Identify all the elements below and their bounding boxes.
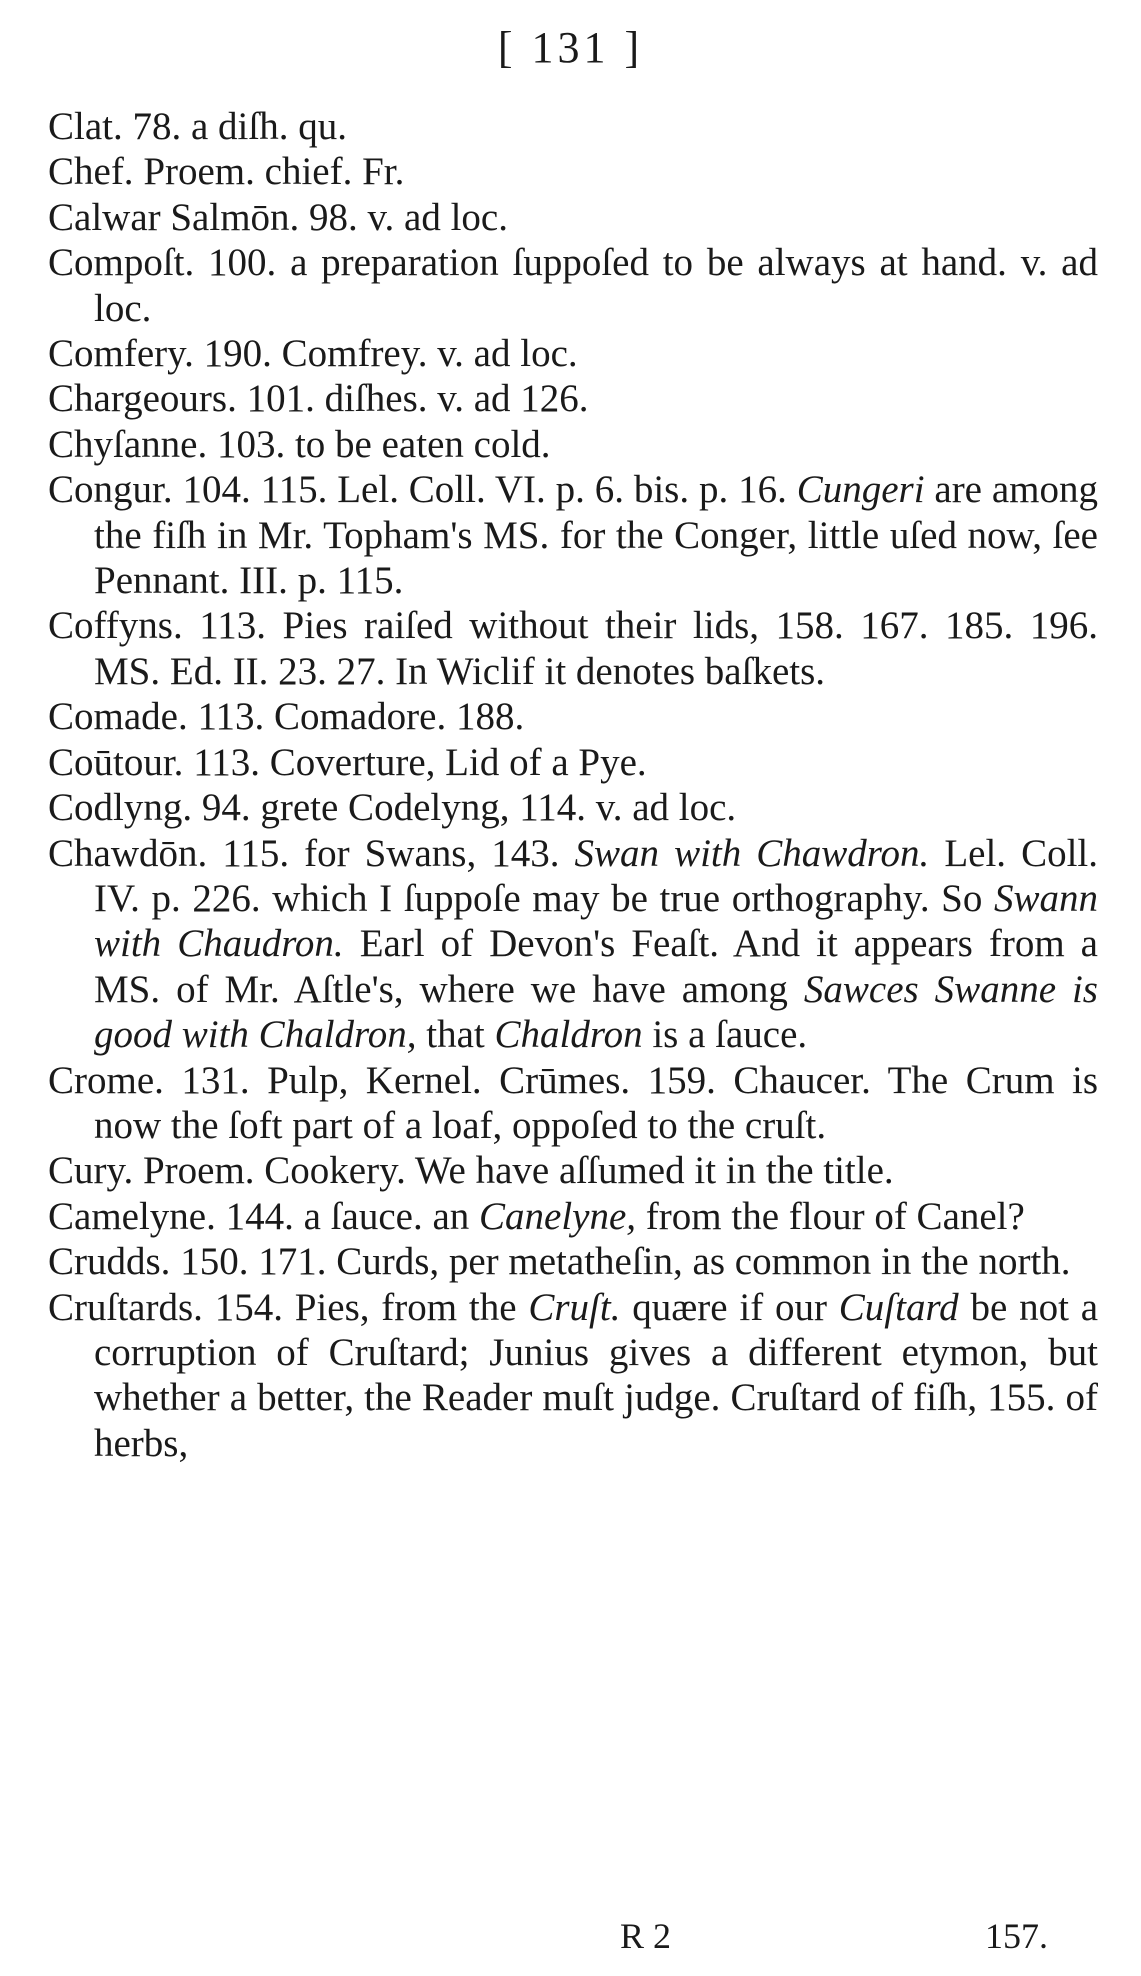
glossary-entry xyxy=(48,376,1098,421)
entry-text: 103. to be eaten cold. xyxy=(207,422,551,466)
entry-italic: Swann with Chaudron. xyxy=(94,876,1098,966)
glossary-entry xyxy=(48,1285,1098,1467)
glossary-entry xyxy=(48,467,1098,603)
entry-head: Cruſtards. xyxy=(48,1285,203,1329)
glossary-entries xyxy=(48,104,1098,1466)
entry-italic: Chaldron xyxy=(494,1013,643,1057)
entry-italic: Canelyne, xyxy=(479,1194,637,1238)
glossary-entry xyxy=(48,785,1098,830)
entry-head: Compoſt. xyxy=(48,241,195,285)
glossary-entry xyxy=(48,831,1098,1058)
entry-italic: Cruſt. xyxy=(528,1285,621,1329)
entry-head: Camelyne. xyxy=(48,1194,216,1238)
entry-text: 104. 115. Lel. Coll. VI. p. 6. bis. p. 16. xyxy=(172,468,787,512)
entry-head: Chargeours. xyxy=(48,377,237,421)
entry-text: are among the fiſh in Mr. Topham's MS. for the Conger, little uſed now, ſee Pennant. III. p. 115. xyxy=(94,468,1098,603)
entry-text: Proem. chief. Fr. xyxy=(133,150,405,194)
entry-text: 131. Pulp, Kernel. Crūmes. 159. Chaucer. The Crum is now the ſoft part of a loaf, oppoſed to the cruſt. xyxy=(94,1058,1098,1147)
entry-head: Comfery. xyxy=(48,332,194,376)
entry-text: 113. Pies raiſed without their lids, 158. 167. 185. 196. MS. Ed. II. 23. 27. In Wiclif it denotes baſkets. xyxy=(94,604,1098,693)
page-number: [ 131 ] xyxy=(497,23,644,72)
entry-italic: Cungeri xyxy=(796,468,925,512)
entry-head: Comade. xyxy=(48,695,188,739)
glossary-entry xyxy=(48,240,1098,331)
entry-head: Crome. xyxy=(48,1058,164,1102)
entry-italic: Swan with Chawdron. xyxy=(574,831,930,875)
entry-head: Codlyng. xyxy=(48,786,193,830)
entry-head: Cury. xyxy=(48,1149,134,1193)
entry-head: Congur. xyxy=(48,468,173,512)
entry-head: Calwar Salmōn. xyxy=(48,195,300,239)
entry-head: Coūtour. xyxy=(48,740,184,784)
entry-text: 113. Comadore. 188. xyxy=(187,695,525,739)
entry-head: Chyſanne. xyxy=(48,422,208,466)
glossary-entry xyxy=(48,694,1098,739)
entry-text: 115. for Swans, 143. xyxy=(207,831,560,875)
glossary-entry xyxy=(48,1239,1098,1284)
entry-head: Clat. xyxy=(48,105,123,148)
entry-text: 150. 171. Curds, per metatheſin, as common in the north. xyxy=(170,1240,1071,1284)
entry-text: Proem. Cookery. We have aſſumed it in the title. xyxy=(133,1149,894,1193)
entry-italic: Sawces Swanne is good with Chaldron, xyxy=(94,967,1098,1057)
entry-text: 154. Pies, from the xyxy=(202,1285,517,1329)
entry-text: from the flour of Canel? xyxy=(636,1194,1025,1238)
entry-text: 190. Comfrey. v. ad loc. xyxy=(193,332,578,376)
entry-italic: Cuſtard xyxy=(838,1285,959,1329)
entry-text: 94. grete Codelyng, 114. v. ad loc. xyxy=(192,786,737,830)
entry-text: Earl of Devon's Feaſt. And it appears from a MS. of Mr. Aſtle's, where we have among xyxy=(94,922,1098,1011)
signature-mark: R 2 xyxy=(620,1916,672,1956)
entry-text: 98. v. ad loc. xyxy=(299,195,508,239)
entry-head: Crudds. xyxy=(48,1240,171,1284)
glossary-entry xyxy=(48,149,1098,194)
glossary-entry xyxy=(48,422,1098,467)
entry-text: 113. Coverture, Lid of a Pye. xyxy=(183,740,647,784)
glossary-entry xyxy=(48,1194,1098,1239)
entry-text: 100. a preparation ſuppoſed to be always at hand. v. ad loc. xyxy=(94,241,1098,330)
entry-text: 78. a diſh. qu. xyxy=(122,105,347,148)
glossary-entry xyxy=(48,740,1098,785)
entry-text: be not a corruption of Cruſtard; Junius gives a different etymon, but whether a better, the Reader muſt judge. Cruſtard of fiſh, 155. of herbs, xyxy=(94,1285,1099,1465)
entry-text: 101. diſhes. v. ad 126. xyxy=(236,377,589,421)
glossary-entry xyxy=(48,104,1098,149)
glossary-entry xyxy=(48,603,1098,694)
entry-text: that xyxy=(416,1013,485,1057)
entry-head: Chef. xyxy=(48,150,134,194)
page-footer xyxy=(0,1915,1141,1959)
entry-text: Lel. Coll. IV. p. 226. which I ſuppoſe may be true orthography. So xyxy=(94,831,1099,920)
catchword: 157. xyxy=(985,1916,1048,1956)
glossary-entry xyxy=(48,1148,1098,1193)
entry-text: 144. a ſauce. an xyxy=(215,1194,470,1238)
glossary-entry xyxy=(48,331,1098,376)
glossary-entry xyxy=(48,1058,1098,1149)
entry-head: Chawdōn. xyxy=(48,831,208,875)
entry-text: is a ſauce. xyxy=(642,1013,808,1057)
glossary-entry xyxy=(48,195,1098,240)
entry-head: Coffyns. xyxy=(48,604,183,648)
entry-text: quære if our xyxy=(620,1285,827,1329)
